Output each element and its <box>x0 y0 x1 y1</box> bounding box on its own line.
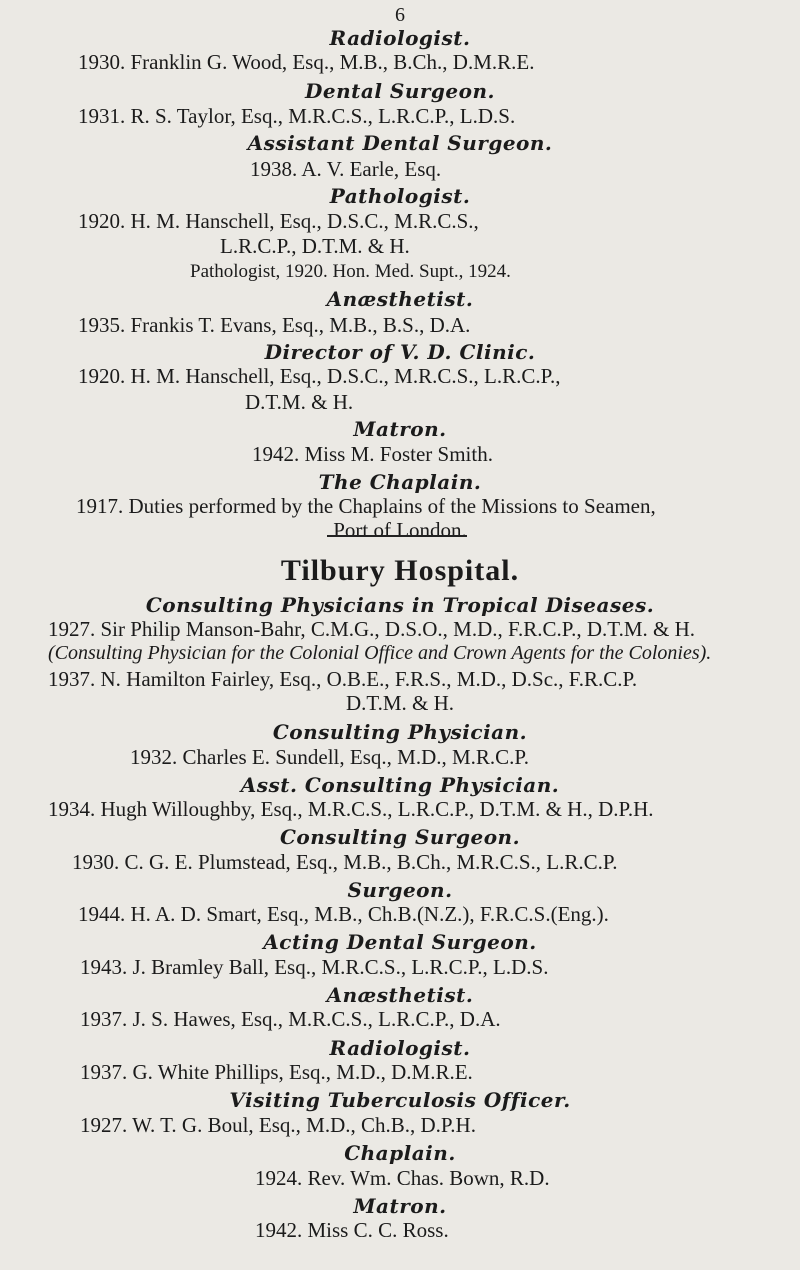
role-heading-matron: Matron. <box>353 1194 447 1218</box>
staff-entry: 1927. Sir Philip Manson-Bahr, C.M.G., D.S.O., M.D., F.R.C.P., D.T.M. & H. <box>48 617 695 641</box>
staff-entry: 1938. A. V. Earle, Esq. <box>250 157 442 181</box>
role-heading-radiologist: Radiologist. <box>329 26 471 50</box>
role-heading-dental-surgeon: Dental Surgeon. <box>305 79 495 103</box>
role-heading-chaplain: Chaplain. <box>344 1141 456 1165</box>
staff-entry: 1931. R. S. Taylor, Esq., M.R.C.S., L.R.C.P., L.D.S. <box>78 104 516 128</box>
role-heading-asst-consulting-physician: Asst. Consulting Physician. <box>240 773 560 797</box>
role-heading-consulting-physician: Consulting Physician. <box>272 720 528 744</box>
staff-entry: 1942. Miss C. C. Ross. <box>255 1218 449 1242</box>
staff-entry: 1937. J. S. Hawes, Esq., M.R.C.S., L.R.C.P., D.A. <box>80 1007 501 1031</box>
role-heading-anaesthetist: Anæsthetist. <box>326 983 474 1007</box>
staff-note: Pathologist, 1920. Hon. Med. Supt., 1924. <box>190 261 511 282</box>
staff-entry: 1932. Charles E. Sundell, Esq., M.D., M.R.C.P. <box>130 745 530 769</box>
role-heading-surgeon: Surgeon. <box>347 878 453 902</box>
role-heading-assistant-dental-surgeon: Assistant Dental Surgeon. <box>247 131 553 155</box>
staff-entry: 1917. Duties performed by the Chaplains of the Missions to Seamen, <box>76 494 656 518</box>
section-title-tilbury-hospital: Tilbury Hospital. <box>280 554 520 587</box>
role-heading-consulting-tropical-physicians: Consulting Physicians in Tropical Diseases. <box>145 593 655 617</box>
role-heading-visiting-tb-officer: Visiting Tuberculosis Officer. <box>229 1088 571 1112</box>
staff-entry-continued: D.T.M. & H. <box>245 390 354 414</box>
role-heading-vd-clinic-director: Director of V. D. Clinic. <box>264 340 536 364</box>
role-heading-radiologist: Radiologist. <box>329 1036 471 1060</box>
role-heading-chaplain: The Chaplain. <box>318 470 482 494</box>
staff-entry: 1927. W. T. G. Boul, Esq., M.D., Ch.B., D.P.H. <box>80 1113 476 1137</box>
role-heading-pathologist: Pathologist. <box>329 184 471 208</box>
role-heading-matron: Matron. <box>353 417 447 441</box>
page-number: 6 <box>395 4 405 26</box>
staff-note: (Consulting Physician for the Colonial Office and Crown Agents for the Colonies). <box>48 642 712 664</box>
staff-entry: 1930. C. G. E. Plumstead, Esq., M.B., B.Ch., M.R.C.S., L.R.C.P. <box>72 850 618 874</box>
staff-entry: 1943. J. Bramley Ball, Esq., M.R.C.S., L.R.C.P., L.D.S. <box>80 955 549 979</box>
role-heading-acting-dental-surgeon: Acting Dental Surgeon. <box>263 930 537 954</box>
staff-entry: 1944. H. A. D. Smart, Esq., M.B., Ch.B.(N.Z.), F.R.C.S.(Eng.). <box>78 902 609 926</box>
role-heading-anaesthetist: Anæsthetist. <box>326 287 474 311</box>
staff-entry: 1924. Rev. Wm. Chas. Bown, R.D. <box>255 1166 550 1190</box>
staff-entry: 1937. G. White Phillips, Esq., M.D., D.M.R.E. <box>80 1060 473 1084</box>
role-heading-consulting-surgeon: Consulting Surgeon. <box>279 825 521 849</box>
staff-entry: 1920. H. M. Hanschell, Esq., D.S.C., M.R.C.S., L.R.C.P., <box>78 364 561 388</box>
staff-entry: 1920. H. M. Hanschell, Esq., D.S.C., M.R.C.S., <box>78 209 479 233</box>
staff-entry-continued: Port of London. <box>333 518 467 542</box>
section-divider <box>327 535 467 537</box>
staff-entry: 1937. N. Hamilton Fairley, Esq., O.B.E., F.R.S., M.D., D.Sc., F.R.C.P. <box>48 667 638 691</box>
staff-entry: 1942. Miss M. Foster Smith. <box>252 442 493 466</box>
staff-entry: 1930. Franklin G. Wood, Esq., M.B., B.Ch., D.M.R.E. <box>78 50 535 74</box>
staff-entry: 1934. Hugh Willoughby, Esq., M.R.C.S., L.R.C.P., D.T.M. & H., D.P.H. <box>48 797 654 821</box>
staff-entry: 1935. Frankis T. Evans, Esq., M.B., B.S., D.A. <box>78 313 471 337</box>
staff-entry-continued: L.R.C.P., D.T.M. & H. <box>220 234 410 258</box>
staff-entry-continued: D.T.M. & H. <box>345 691 455 715</box>
